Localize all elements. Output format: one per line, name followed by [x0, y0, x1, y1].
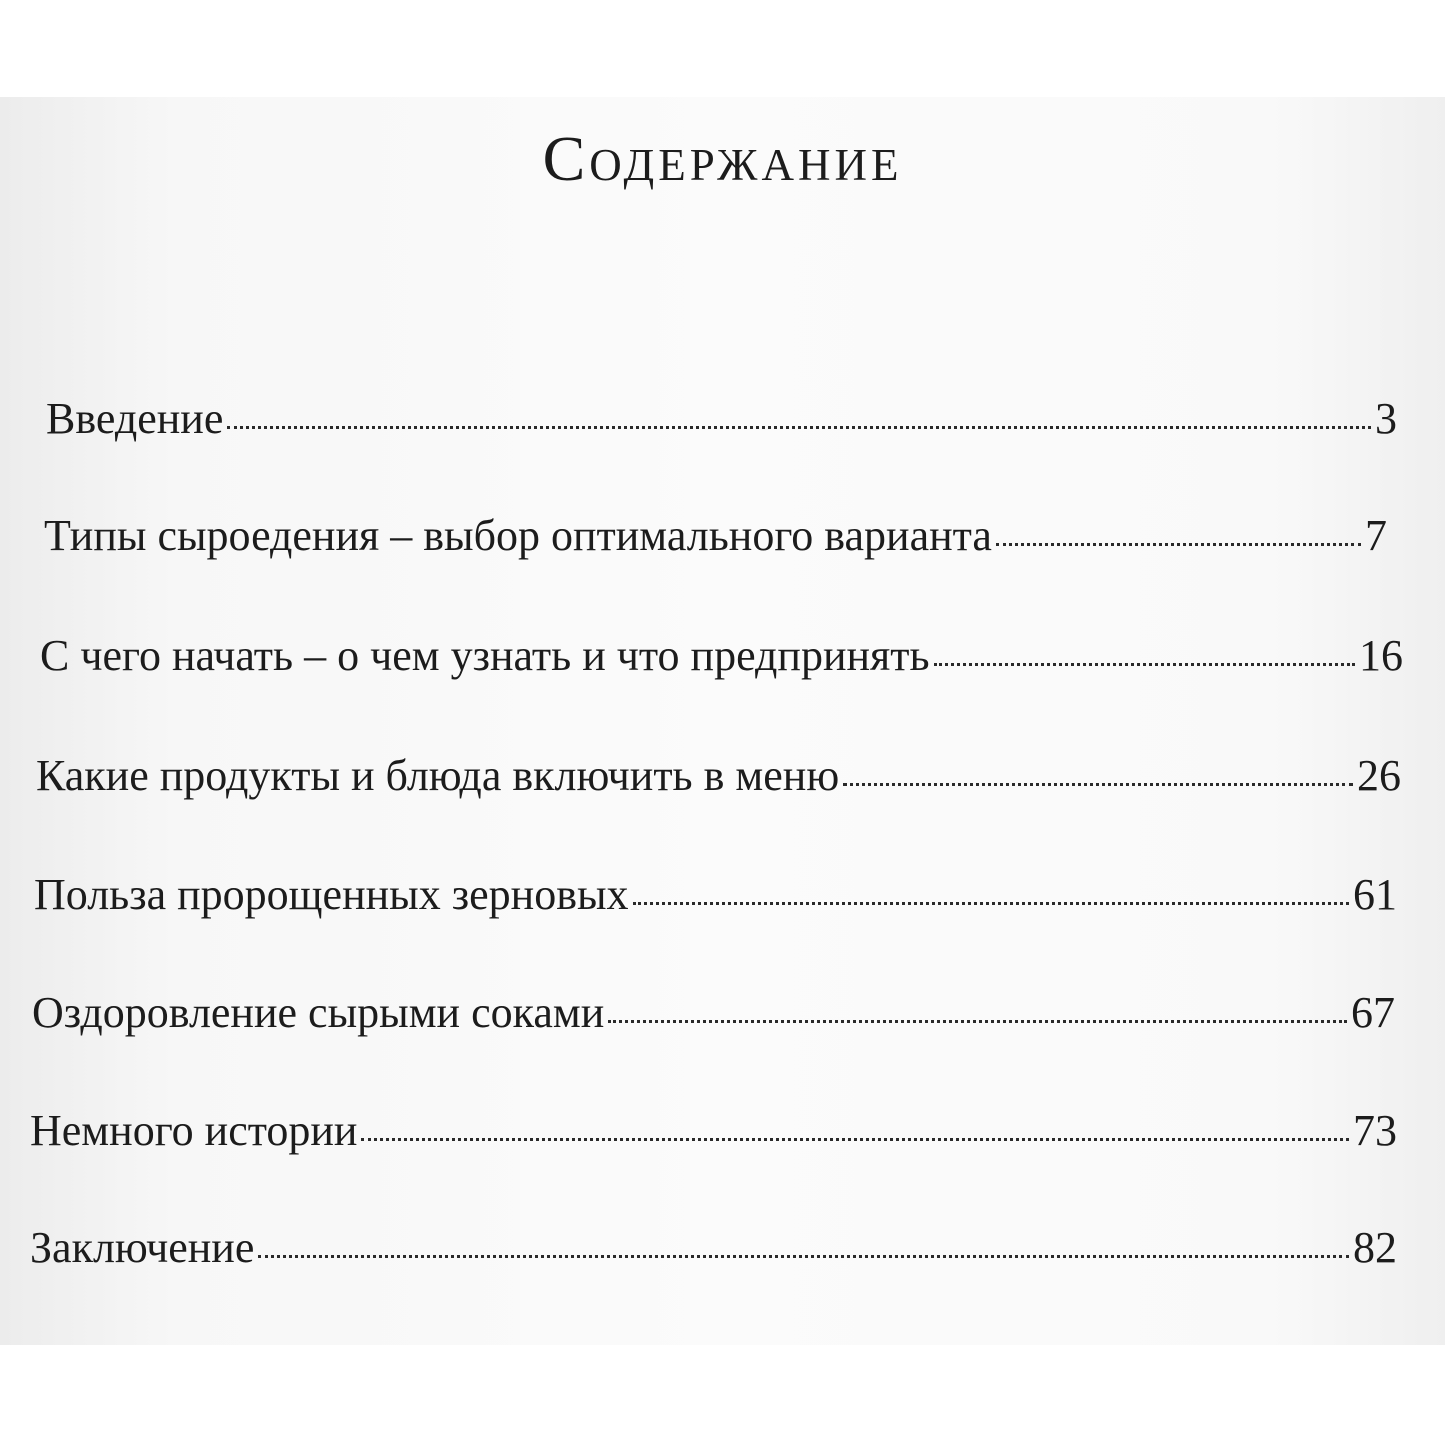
- toc-entry-page: 73: [1353, 1106, 1397, 1155]
- toc-entry-label: Немного истории: [30, 1106, 358, 1155]
- toc-entry-label: Заключение: [30, 1223, 255, 1272]
- dot-leader: [227, 426, 1371, 429]
- toc-entry: [30, 1106, 1397, 1155]
- toc-entry: [40, 631, 1403, 680]
- dot-leader: [996, 543, 1361, 546]
- toc-entry-label: Оздоровление сырыми соками: [32, 988, 605, 1037]
- toc-entry-label: Польза пророщенных зерновых: [34, 870, 629, 919]
- dot-leader: [258, 1255, 1349, 1258]
- page-title: Содержание: [542, 123, 903, 194]
- toc-entry-label: Введение: [46, 394, 224, 443]
- toc-entry-page: 7: [1365, 511, 1387, 560]
- toc-entry-page: 67: [1351, 988, 1395, 1037]
- toc-entry-label: С чего начать – о чем узнать и что предпринять: [40, 631, 930, 680]
- toc-entry: [44, 511, 1387, 560]
- table-of-contents: [0, 97, 1445, 1345]
- dot-leader: [608, 1020, 1347, 1023]
- toc-entry-page: 3: [1375, 394, 1397, 443]
- dot-leader: [843, 783, 1353, 786]
- toc-entry-page: 26: [1357, 751, 1401, 800]
- toc-entry-page: 82: [1353, 1223, 1397, 1272]
- toc-entry: [46, 394, 1397, 443]
- toc-entry-label: Какие продукты и блюда включить в меню: [36, 751, 840, 800]
- dot-leader: [633, 902, 1349, 905]
- toc-entry: [34, 870, 1397, 919]
- toc-entry-label: Типы сыроедения – выбор оптимального варианта: [44, 511, 992, 560]
- toc-entry: [36, 751, 1401, 800]
- dot-leader: [361, 1138, 1349, 1141]
- toc-entry-page: 61: [1353, 870, 1397, 919]
- dot-leader: [934, 663, 1355, 666]
- toc-entry: [30, 1223, 1397, 1272]
- book-page: [0, 97, 1445, 1345]
- toc-entry: [32, 988, 1395, 1037]
- toc-entry-page: 16: [1359, 631, 1403, 680]
